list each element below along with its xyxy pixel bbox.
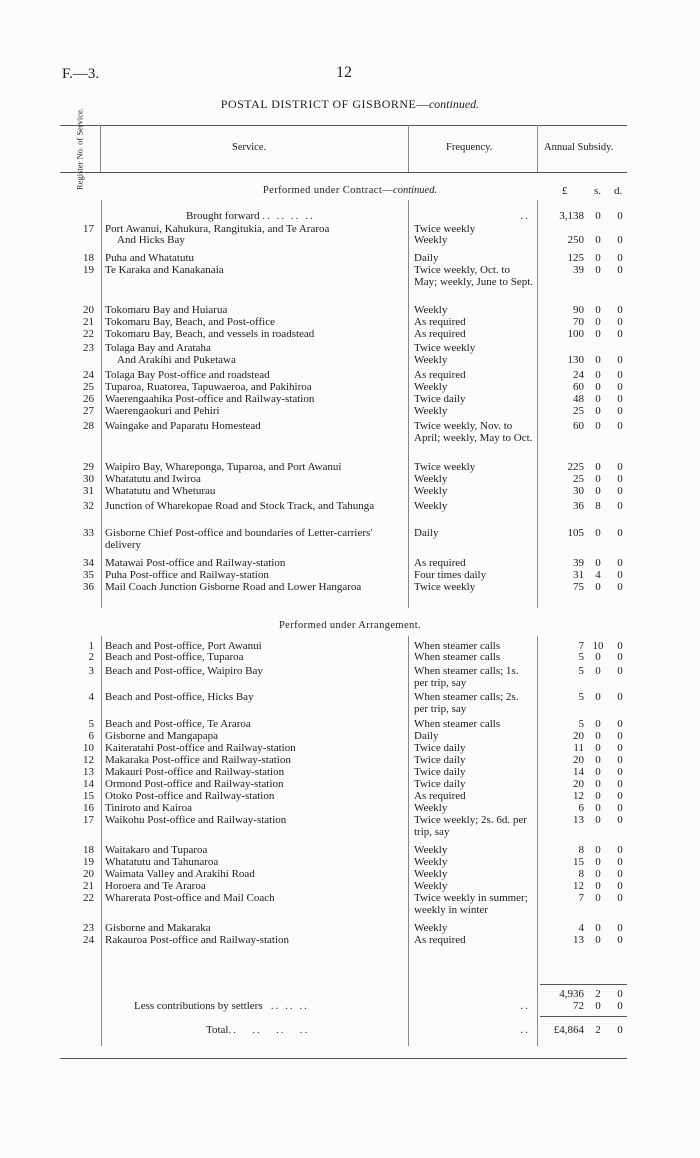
- subsidy-pounds: 12: [573, 790, 584, 802]
- subtotal-rule: [540, 984, 627, 985]
- subsidy-pounds: 60: [573, 420, 584, 432]
- register-number: 28: [83, 420, 94, 432]
- subsidy-pounds: 60: [573, 381, 584, 393]
- frequency-cell: Twice daily: [414, 393, 466, 405]
- section-contract: Performed under Contract—continued.: [262, 185, 438, 196]
- frequency-cell: Twice weekly: [414, 461, 476, 473]
- subsidy-pounds: 225: [567, 461, 584, 473]
- subsidy-header: Annual Subsidy.: [544, 142, 614, 153]
- subsidy-shillings: 0: [595, 730, 601, 742]
- subsidy-pence: 0: [617, 557, 623, 569]
- subsidy-pounds: 4: [578, 922, 584, 934]
- subsidy-pounds: 15: [573, 856, 584, 868]
- frequency-cell: Twice weekly: [414, 581, 476, 593]
- subsidy-pounds: 75: [573, 581, 584, 593]
- service-cell: Tokomaru Bay, Beach, and vessels in roadstead: [105, 328, 315, 340]
- subsidy-pence: 0: [617, 461, 623, 473]
- pence-sign: d.: [614, 185, 623, 197]
- service-cell: Mail Coach Junction Gisborne Road and Lower Hangaroa: [105, 581, 362, 593]
- frequency-cell: Weekly: [414, 856, 448, 868]
- subsidy-pence: 0: [617, 304, 623, 316]
- register-number: 29: [83, 461, 94, 473]
- frequency-cell: Weekly: [414, 500, 448, 512]
- service-cell: Waikohu Post-office and Railway-station: [105, 814, 287, 826]
- subsidy-pounds: 14: [573, 766, 584, 778]
- register-number: 23: [83, 922, 94, 934]
- service-cell: Beach and Post-office, Tuparoa: [105, 651, 244, 663]
- header-divider-1: [100, 125, 101, 172]
- service-cell: Gisborne Chief Post-office and boundaries of Letter-carriers' delivery: [105, 527, 373, 551]
- subsidy-shillings: 0: [595, 354, 601, 366]
- register-number: 21: [83, 316, 94, 328]
- document-code: F.—3.: [62, 66, 100, 82]
- subsidy-shillings: 0: [595, 461, 601, 473]
- subsidy-shillings: 0: [595, 304, 601, 316]
- service-header: Service.: [232, 142, 267, 153]
- register-number: 27: [83, 405, 94, 417]
- frequency-cell: When steamer calls; 1s. per trip, say: [414, 665, 519, 689]
- subsidy-pence: 0: [617, 381, 623, 393]
- subsidy-shillings: 0: [595, 718, 601, 730]
- register-number: 6: [88, 730, 94, 742]
- subsidy-shillings: 0: [595, 381, 601, 393]
- frequency-cell: Weekly: [414, 381, 448, 393]
- service-cell: Tiniroto and Kairoa: [105, 802, 192, 814]
- table-head-rule: [60, 172, 627, 173]
- service-cell: Port Awanui, Kahukura, Rangitukia, and Te Araroa: [105, 223, 330, 235]
- subsidy-pounds: 25: [573, 405, 584, 417]
- subsidy-pence: 0: [617, 892, 623, 904]
- subsidy-pounds: 70: [573, 316, 584, 328]
- subsidy-pence: 0: [617, 569, 623, 581]
- service-cell: Gisborne and Mangapapa: [105, 730, 219, 742]
- subsidy-pounds: 7: [578, 892, 584, 904]
- subsidy-pounds: 20: [573, 778, 584, 790]
- subsidy-pounds: 31: [573, 569, 584, 581]
- frequency-cell: When steamer calls; 2s. per trip, say: [414, 691, 519, 715]
- header-divider-2: [408, 125, 409, 172]
- service-cell: Beach and Post-office, Hicks Bay: [105, 691, 254, 703]
- subsidy-shillings: 0: [595, 264, 601, 276]
- register-number: 12: [83, 754, 94, 766]
- frequency-header: Frequency.: [446, 142, 493, 153]
- subsidy-shillings: 0: [595, 814, 601, 826]
- service-cell: Tuparoa, Ruatorea, Tapuwaeroa, and Pakihiroa: [105, 381, 312, 393]
- header-divider-3: [537, 125, 538, 172]
- subsidy-shillings: 0: [595, 393, 601, 405]
- subsidy-pence: 0: [617, 420, 623, 432]
- subsidy-pence: 0: [617, 718, 623, 730]
- subsidy-pence: 0: [617, 581, 623, 593]
- subsidy-pence: 0: [617, 868, 623, 880]
- brought-forward-label: Brought forward: [186, 210, 260, 222]
- register-number: 3: [88, 665, 94, 677]
- subsidy-shillings: 0: [595, 651, 601, 663]
- subsidy-shillings: 0: [595, 485, 601, 497]
- subsidy-pounds: 48: [573, 393, 584, 405]
- subsidy-pounds: 24: [573, 369, 584, 381]
- subsidy-pence: 0: [617, 252, 623, 264]
- register-number: 30: [83, 473, 94, 485]
- subsidy-shillings: 0: [595, 922, 601, 934]
- subsidy-shillings: 0: [595, 934, 601, 946]
- service-cell: Puha Post-office and Railway-station: [105, 569, 269, 581]
- register-number: 15: [83, 790, 94, 802]
- service-cell: Makaraka Post-office and Railway-station: [105, 754, 291, 766]
- subsidy-pounds: 5: [578, 651, 584, 663]
- subsidy-pence: 0: [617, 234, 623, 246]
- subsidy-pence: 0: [617, 473, 623, 485]
- frequency-cell: As required: [414, 328, 466, 340]
- body-divider-2b: [408, 636, 409, 1046]
- register-number: 22: [83, 892, 94, 904]
- table-bottom-rule: [60, 1058, 627, 1059]
- register-number: 31: [83, 485, 94, 497]
- page: F.—3. 12 POSTAL DISTRICT OF GISBORNE—continued. Register No. of Service. Service. Frequency. Annual Subsidy. Performed under Contract—continued. £ s. d. Brought forward .. .. .. .. .. 3,138 0 0 17 Port Awanui, Kahukura, Rangitukia, and Te Araroa Twice weekly And Hicks Bay Weekly 250 0 0 18 Puha and Whatatutu Daily 125 0 0 19 Te Karaka and Kanakanaia Twice weekly, Oct. to May; weekly, June to Sept. 39 0 0 20 Tokomaru Bay and Huiarua Weekly 90 0 0 21 Tokomaru Bay, Beach, and Post-office As required 70 0 0 22 Tokomaru Bay, Beach, and vessels in roadstead As required 100 0 0 23 Tolaga Bay and Arataha Twice weekly And Arakihi and Puketawa Weekly 130 0 0 24 Tolaga Bay Post-office and roadstead As required 24 0 0 25 Tuparoa, Ruatorea, Tapuwaeroa, and Pakihiroa Weekly 60 0 0 26 Waerengaahika Post-office and Railway-station Twice daily 48 0 0 27 Waerengaokuri and Pehiri Weekly 25 0 0 28 Waingake and Paparatu Homestead Twice weekly, Nov. to April; weekly, May to Oct. 60 0 0 29 Waipiro Bay, Whareponga, Tuparoa, and Port Awanui Twice weekly 225 0 0 30 Whatatutu and Iwiroa Weekly 25 0 0 31 Whatatutu and Wheturau Weekly 30 0 0 32 Junction of Wharekopae Road and Stock Track, and Tahunga Weekly 36 8 0 33 Gisborne Chief Post-office and boundaries of Letter-carriers' delivery Daily 105 0 0 34 Matawai Post-office and Railway-station As required 39 0 0 35 Puha Post-office and Railway-station Four times daily 31 4 0 36 Mail Coach Junction Gisborne Road and Lower Hangaroa Twice weekly 75 0 0 Performed under Arrangement. 1 Beach and Post-office, Port Awanui When steamer calls 7 10 0 2 Beach and Post-office, Tuparoa When steamer calls 5 0 0 3 Beach and Post-office, Waipiro Bay When steamer calls; 1s. per trip, say 5 0 0 4 Beach and Post-office, Hicks Bay When steamer calls; 2s. per trip, say 5 0 0 5 Beach and Post-office, Te Araroa When steamer calls 5 0 0 6 Gisborne and Mangapapa Daily 20 0 0 10 Kaiteratahi Post-office and Railway-station Twice daily 11 0 0 12 Makaraka Post-office and Railway-station Twice daily 20 0 0 13 Makauri Post-office and Railway-station Twice daily 14 0 0 14 Ormond Post-office and Railway-station Twice daily 20 0 0 15 Otoko Post-office and Railway-station As required 12 0 0 16 Tiniroto and Kairoa Weekly 6 0 0 17 Waikohu Post-office and Railway-station Twice weekly; 2s. 6d. per trip, say 13 0 0 18 Waitakaro and Tuparoa Weekly 8 0 0 19 Whatatutu and Tahunaroa Weekly 15 0 0 20 Waimata Valley and Arakihi Road Weekly 8 0 0 21 Horoera and Te Araroa Weekly 12 0 0 22 Wharerata Post-office and Mail Coach Twice weekly in summer; weekly in winter 7 0 0 23 Gisborne and Makaraka Weekly 4 0 0 24 Rakauroa Post-office and Railway-station As required 13 0 0 4,936 2 0 Less contributions by settlers .. .. .. .. 72 0 0 Total.. .. .. .. .. £4,864 2 0: [0, 0, 700, 1158]
- service-cell: Junction of Wharekopae Road and Stock Track, and Tahunga: [105, 500, 375, 512]
- service-cell: Tolaga Bay and Arataha: [105, 342, 211, 354]
- service-cell: Tokomaru Bay and Huiarua: [105, 304, 228, 316]
- register-number: 4: [88, 691, 94, 703]
- service-cell: Te Karaka and Kanakanaia: [105, 264, 224, 276]
- subsidy-shillings: 0: [595, 754, 601, 766]
- frequency-cell: Twice daily: [414, 742, 466, 754]
- subsidy-shillings: 10: [592, 640, 604, 652]
- service-cell: Waitakaro and Tuparoa: [105, 844, 208, 856]
- subsidy-pence: 0: [617, 802, 623, 814]
- subsidy-pence: 0: [617, 934, 623, 946]
- service-cell: And Arakihi and Puketawa: [117, 354, 236, 366]
- shilling-sign: s.: [594, 185, 602, 197]
- frequency-cell: As required: [414, 790, 466, 802]
- subsidy-pence: 0: [617, 393, 623, 405]
- subsidy-pounds: 30: [573, 485, 584, 497]
- service-cell: Waerengaahika Post-office and Railway-station: [105, 393, 315, 405]
- subsidy-shillings: 0: [595, 892, 601, 904]
- subsidy-pence: 0: [617, 691, 623, 703]
- page-number: 12: [336, 64, 352, 81]
- service-cell: Puha and Whatatutu: [105, 252, 194, 264]
- service-cell: And Hicks Bay: [117, 234, 185, 246]
- frequency-cell: When steamer calls: [414, 718, 501, 730]
- subsidy-shillings: 0: [595, 557, 601, 569]
- service-cell: Horoera and Te Araroa: [105, 880, 206, 892]
- register-number: 36: [83, 581, 94, 593]
- service-cell: Kaiteratahi Post-office and Railway-station: [105, 742, 296, 754]
- register-number: 33: [83, 527, 94, 539]
- frequency-cell: Weekly: [414, 844, 448, 856]
- subsidy-pence: 0: [617, 665, 623, 677]
- section-arrangement: Performed under Arrangement.: [278, 620, 422, 631]
- register-number: 34: [83, 557, 94, 569]
- register-number: 18: [83, 252, 94, 264]
- subsidy-pounds: 39: [573, 557, 584, 569]
- body-divider-3a: [537, 200, 538, 608]
- subsidy-pence: 0: [617, 880, 623, 892]
- frequency-cell: Weekly: [414, 473, 448, 485]
- service-cell: Whatatutu and Wheturau: [105, 485, 216, 497]
- subsidy-pence: 0: [617, 754, 623, 766]
- register-number: 19: [83, 856, 94, 868]
- total-label: Total: [206, 1024, 229, 1036]
- register-number: 13: [83, 766, 94, 778]
- frequency-cell: Weekly: [414, 868, 448, 880]
- title-main: POSTAL DISTRICT OF GISBORNE—: [220, 97, 429, 111]
- service-cell: Whatatutu and Iwiroa: [105, 473, 201, 485]
- service-cell: Waerengaokuri and Pehiri: [105, 405, 220, 417]
- subsidy-shillings: 0: [595, 766, 601, 778]
- subsidy-shillings: 0: [595, 868, 601, 880]
- register-number: 14: [83, 778, 94, 790]
- frequency-cell: Weekly: [414, 354, 448, 366]
- register-number: 24: [83, 369, 94, 381]
- subsidy-pence: 0: [617, 778, 623, 790]
- service-cell: Waimata Valley and Arakihi Road: [105, 868, 255, 880]
- register-number: 10: [83, 742, 94, 754]
- subsidy-shillings: 0: [595, 316, 601, 328]
- body-divider-1a: [101, 200, 102, 608]
- subsidy-shillings: 0: [595, 856, 601, 868]
- subsidy-pence: 0: [617, 856, 623, 868]
- subsidy-pence: 0: [617, 405, 623, 417]
- register-number: 35: [83, 569, 94, 581]
- register-number: 25: [83, 381, 94, 393]
- register-header: Register No. of Service.: [74, 108, 85, 190]
- subsidy-pence: 0: [617, 742, 623, 754]
- subsidy-pounds: 12: [573, 880, 584, 892]
- register-number: 1: [88, 640, 94, 652]
- frequency-cell: Twice weekly: [414, 223, 476, 235]
- pound-sign: £: [562, 185, 568, 197]
- frequency-cell: Weekly: [414, 485, 448, 497]
- subsidy-pounds: 36: [573, 500, 584, 512]
- subsidy-shillings: 0: [595, 527, 601, 539]
- frequency-cell: As required: [414, 934, 466, 946]
- register-number: 22: [83, 328, 94, 340]
- register-number: 20: [83, 868, 94, 880]
- body-divider-1b: [101, 636, 102, 1046]
- frequency-cell: Daily: [414, 527, 439, 539]
- subsidy-pence: 0: [617, 766, 623, 778]
- total-rule: [540, 1016, 627, 1017]
- register-number: 17: [83, 223, 94, 235]
- subsidy-pounds: 5: [578, 665, 584, 677]
- frequency-cell: Twice daily: [414, 766, 466, 778]
- subsidy-shillings: 0: [595, 581, 601, 593]
- subsidy-pounds: 13: [573, 814, 584, 826]
- frequency-cell: As required: [414, 557, 466, 569]
- subsidy-pence: 0: [617, 527, 623, 539]
- subsidy-pence: 0: [617, 814, 623, 826]
- subsidy-pence: 0: [617, 500, 623, 512]
- register-number: 18: [83, 844, 94, 856]
- frequency-cell: When steamer calls: [414, 640, 501, 652]
- service-cell: Waipiro Bay, Whareponga, Tuparoa, and Port Awanui: [105, 461, 342, 473]
- register-number: 5: [88, 718, 94, 730]
- frequency-cell: Twice weekly in summer; weekly in winter: [414, 892, 528, 916]
- subsidy-pence: 0: [617, 922, 623, 934]
- frequency-cell: Weekly: [414, 405, 448, 417]
- body-divider-3b: [537, 636, 538, 1046]
- less-label: Less contributions by settlers: [134, 1000, 263, 1012]
- frequency-cell: Twice daily: [414, 754, 466, 766]
- service-cell: Matawai Post-office and Railway-station: [105, 557, 286, 569]
- body-divider-2a: [408, 200, 409, 608]
- subsidy-pence: 0: [617, 640, 623, 652]
- register-number: 24: [83, 934, 94, 946]
- subsidy-shillings: 0: [595, 742, 601, 754]
- subsidy-pounds: 105: [567, 527, 584, 539]
- subsidy-pence: 0: [617, 328, 623, 340]
- subsidy-pounds: 125: [567, 252, 584, 264]
- register-number: 2: [88, 651, 94, 663]
- subsidy-shillings: 0: [595, 420, 601, 432]
- subsidy-shillings: 0: [595, 778, 601, 790]
- register-number: 21: [83, 880, 94, 892]
- subsidy-pounds: 8: [578, 868, 584, 880]
- subsidy-pounds: 5: [578, 691, 584, 703]
- subsidy-shillings: 0: [595, 665, 601, 677]
- service-cell: Otoko Post-office and Railway-station: [105, 790, 275, 802]
- page-title: [0, 97, 700, 112]
- subsidy-pence: 0: [617, 651, 623, 663]
- service-cell: Ormond Post-office and Railway-station: [105, 778, 284, 790]
- service-cell: Makauri Post-office and Railway-station: [105, 766, 285, 778]
- service-cell: Tokomaru Bay, Beach, and Post-office: [105, 316, 275, 328]
- subsidy-shillings: 0: [595, 234, 601, 246]
- subsidy-pence: 0: [617, 844, 623, 856]
- subsidy-shillings: 0: [595, 880, 601, 892]
- register-number: 32: [83, 500, 94, 512]
- subsidy-pounds: 5: [578, 718, 584, 730]
- subsidy-pounds: 13: [573, 934, 584, 946]
- subsidy-pence: 0: [617, 369, 623, 381]
- subsidy-shillings: 8: [595, 500, 601, 512]
- subsidy-pounds: 100: [567, 328, 584, 340]
- subsidy-pounds: 250: [567, 234, 584, 246]
- frequency-cell: As required: [414, 369, 466, 381]
- register-number: 16: [83, 802, 94, 814]
- frequency-cell: Weekly: [414, 234, 448, 246]
- frequency-cell: Twice weekly; 2s. 6d. per trip, say: [414, 814, 527, 838]
- subsidy-shillings: 0: [595, 691, 601, 703]
- subsidy-shillings: 0: [595, 473, 601, 485]
- frequency-cell: Daily: [414, 252, 439, 264]
- subsidy-shillings: 0: [595, 790, 601, 802]
- subsidy-pence: 0: [617, 264, 623, 276]
- frequency-cell: Weekly: [414, 802, 448, 814]
- subsidy-pence: 0: [617, 790, 623, 802]
- subsidy-shillings: 0: [595, 369, 601, 381]
- subsidy-pence: 0: [617, 730, 623, 742]
- service-cell: Tolaga Bay Post-office and roadstead: [105, 369, 270, 381]
- register-number: 20: [83, 304, 94, 316]
- frequency-cell: When steamer calls: [414, 651, 501, 663]
- subsidy-pounds: 7: [578, 640, 584, 652]
- service-cell: Whatatutu and Tahunaroa: [105, 856, 219, 868]
- frequency-cell: Twice weekly, Oct. to May; weekly, June to Sept.: [414, 264, 534, 288]
- subsidy-pence: 0: [617, 354, 623, 366]
- service-cell: Wharerata Post-office and Mail Coach: [105, 892, 275, 904]
- register-number: 26: [83, 393, 94, 405]
- register-number: 19: [83, 264, 94, 276]
- frequency-cell: Twice weekly: [414, 342, 476, 354]
- subsidy-shillings: 4: [595, 569, 601, 581]
- frequency-cell: Twice weekly, Nov. to April; weekly, May to Oct.: [414, 420, 533, 444]
- frequency-cell: Weekly: [414, 880, 448, 892]
- subsidy-pounds: 6: [578, 802, 584, 814]
- frequency-cell: Twice daily: [414, 778, 466, 790]
- subsidy-pence: 0: [617, 316, 623, 328]
- service-cell: Gisborne and Makaraka: [105, 922, 211, 934]
- frequency-cell: Daily: [414, 730, 439, 742]
- frequency-cell: As required: [414, 316, 466, 328]
- subsidy-pounds: 11: [573, 742, 584, 754]
- service-cell: Beach and Post-office, Port Awanui: [105, 640, 262, 652]
- frequency-cell: Weekly: [414, 922, 448, 934]
- subsidy-shillings: 0: [595, 252, 601, 264]
- service-cell: Beach and Post-office, Waipiro Bay: [105, 665, 263, 677]
- subsidy-shillings: 0: [595, 405, 601, 417]
- subsidy-shillings: 0: [595, 802, 601, 814]
- frequency-cell: Four times daily: [414, 569, 487, 581]
- service-cell: Waingake and Paparatu Homestead: [105, 420, 261, 432]
- frequency-cell: Weekly: [414, 304, 448, 316]
- table-top-rule: [60, 125, 627, 126]
- subsidy-pounds: 25: [573, 473, 584, 485]
- service-cell: Beach and Post-office, Te Araroa: [105, 718, 251, 730]
- subsidy-pounds: 90: [573, 304, 584, 316]
- service-cell: Rakauroa Post-office and Railway-station: [105, 934, 289, 946]
- subsidy-pounds: 20: [573, 754, 584, 766]
- subsidy-shillings: 0: [595, 844, 601, 856]
- subsidy-pounds: 8: [578, 844, 584, 856]
- subsidy-pounds: 39: [573, 264, 584, 276]
- subsidy-shillings: 0: [595, 328, 601, 340]
- register-number: 23: [83, 342, 94, 354]
- subsidy-pounds: 130: [567, 354, 584, 366]
- subsidy-pence: 0: [617, 485, 623, 497]
- subsidy-pounds: 20: [573, 730, 584, 742]
- register-number: 17: [83, 814, 94, 826]
- title-continued: continued.: [428, 97, 480, 111]
